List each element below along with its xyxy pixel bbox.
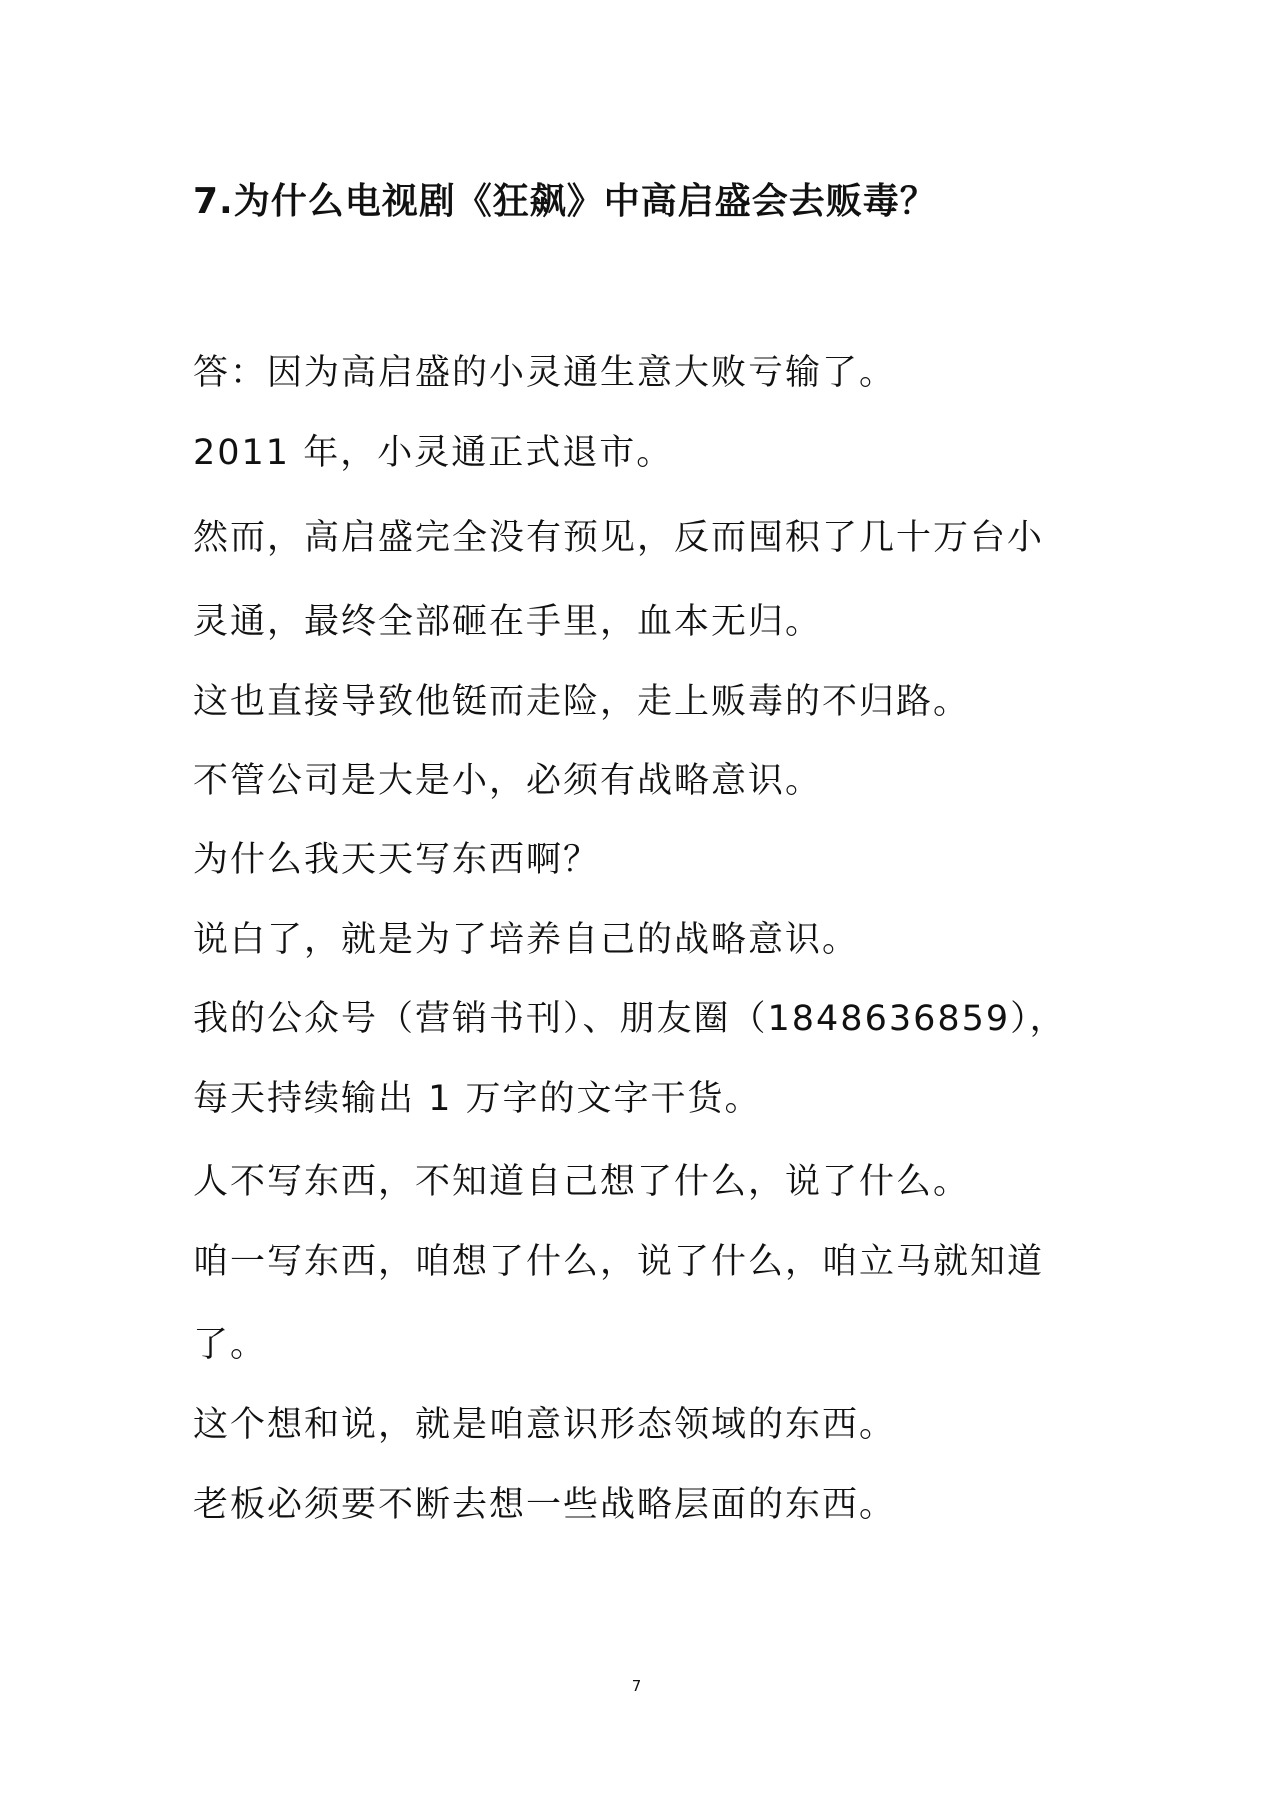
- answer-line-9: 我的公众号（营销书刊）、朋友圈（1848636859），: [193, 999, 1067, 1039]
- answer-line-13: 了。: [193, 1325, 268, 1365]
- answer-line-3: 然而，高启盛完全没有预见，反而囤积了几十万台小: [193, 518, 1045, 558]
- answer-line-11: 人不写东西，不知道自己想了什么，说了什么。: [193, 1162, 971, 1202]
- answer-line-5: 这也直接导致他铤而走险，走上贩毒的不归路。: [193, 682, 971, 722]
- answer-line-14: 这个想和说，就是咱意识形态领域的东西。: [193, 1405, 897, 1445]
- answer-line-4: 灵通，最终全部砸在手里，血本无归。: [193, 602, 823, 642]
- answer-line-7: 为什么我天天写东西啊？: [193, 840, 601, 880]
- answer-line-1: 答：因为高启盛的小灵通生意大败亏输了。: [193, 353, 897, 393]
- page-number: 7: [631, 1677, 642, 1695]
- answer-line-2: 2011 年，小灵通正式退市。: [193, 433, 674, 473]
- answer-line-6: 不管公司是大是小，必须有战略意识。: [193, 761, 823, 801]
- answer-line-15: 老板必须要不断去想一些战略层面的东西。: [193, 1485, 897, 1525]
- answer-line-12: 咱一写东西，咱想了什么，说了什么，咱立马就知道: [193, 1242, 1045, 1282]
- question-heading: 7.为什么电视剧《狂飙》中高启盛会去贩毒？: [193, 181, 937, 222]
- answer-line-8: 说白了，就是为了培养自己的战略意识。: [193, 920, 860, 960]
- answer-line-10: 每天持续输出 1 万字的文字干货。: [193, 1079, 762, 1119]
